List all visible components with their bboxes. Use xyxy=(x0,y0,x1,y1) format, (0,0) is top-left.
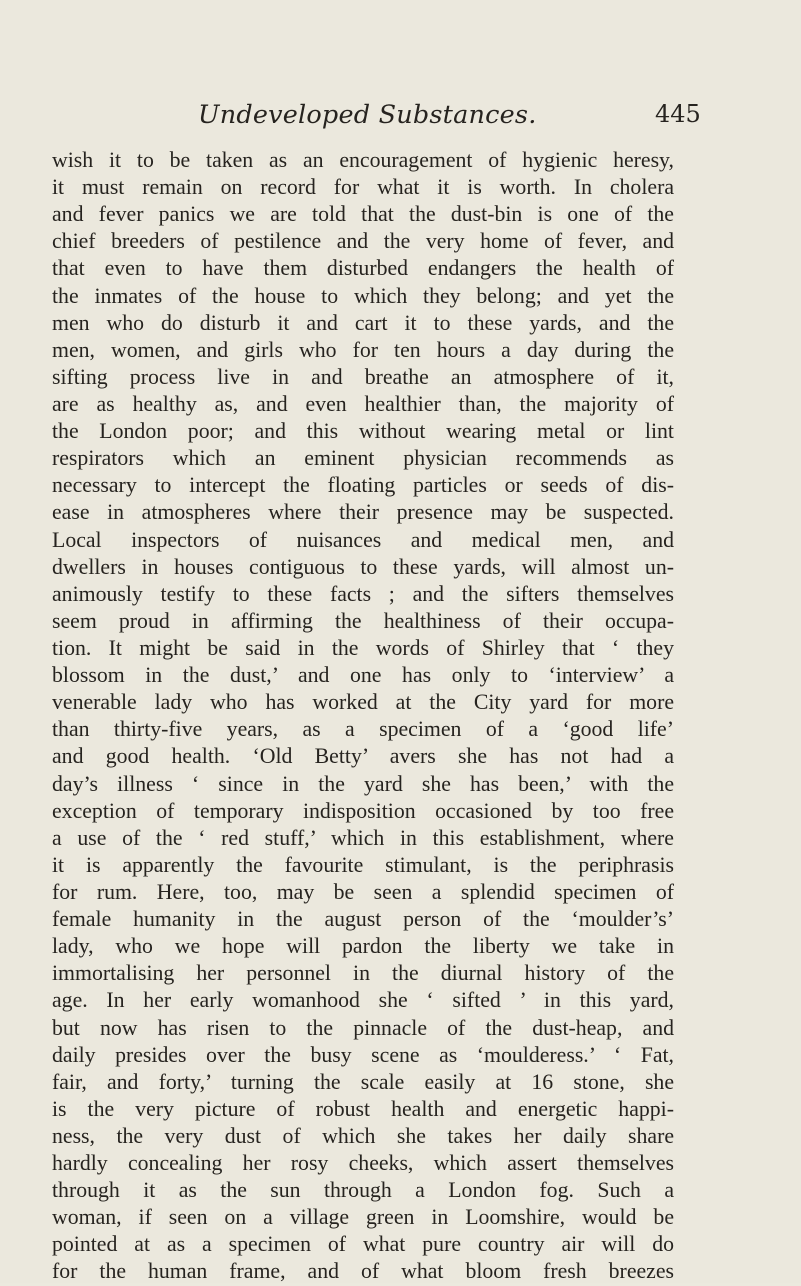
text-line: Local inspectors of nuisances and medical men, and xyxy=(52,527,674,552)
text-line: chief breeders of pestilence and the very home of fever, and xyxy=(52,229,674,254)
text-line: men, women, and girls who for ten hours a day during the xyxy=(52,337,674,362)
running-title: Undeveloped Substances. xyxy=(198,100,537,130)
text-line: female humanity in the august person of the ‘moulder’s’ xyxy=(52,907,674,932)
text-line: exception of temporary indisposition occasioned by too free xyxy=(52,798,674,823)
running-head xyxy=(0,100,801,140)
text-line: venerable lady who has worked at the City yard for more xyxy=(52,690,674,715)
text-line: than thirty-five years, as a specimen of a ‘good life’ xyxy=(52,717,674,742)
text-line: ease in atmospheres where their presence may be suspected. xyxy=(52,500,674,525)
text-line: blossom in the dust,’ and one has only to ‘interview’ a xyxy=(52,663,674,688)
text-line: the inmates of the house to which they belong; and yet the xyxy=(52,283,674,308)
text-line: it is apparently the favourite stimulant, is the periphrasis xyxy=(52,852,674,877)
text-line: and fever panics we are told that the dust-bin is one of the xyxy=(52,202,674,227)
text-line: the London poor; and this without wearing metal or lint xyxy=(52,419,674,444)
text-line: are as healthy as, and even healthier than, the majority of xyxy=(52,391,674,416)
text-line: fair, and forty,’ turning the scale easily at 16 stone, she xyxy=(52,1069,674,1094)
text-line: tion. It might be said in the words of Shirley that ‘ they xyxy=(52,635,674,660)
text-line: a use of the ‘ red stuff,’ which in this establishment, where xyxy=(52,825,674,850)
text-line: is the very picture of robust health and energetic happi- xyxy=(52,1096,674,1121)
text-line: day’s illness ‘ since in the yard she has been,’ with the xyxy=(52,771,674,796)
text-line: woman, if seen on a village green in Loomshire, would be xyxy=(52,1205,674,1230)
text-line: respirators which an eminent physician recommends as xyxy=(52,446,674,471)
text-line: seem proud in affirming the healthiness of their occupa- xyxy=(52,608,674,633)
text-line: ness, the very dust of which she takes her daily share xyxy=(52,1123,674,1148)
text-line: age. In her early womanhood she ‘ sifted ’ in this yard, xyxy=(52,988,674,1013)
text-line: pointed at as a specimen of what pure country air will do xyxy=(52,1232,674,1257)
text-line: through it as the sun through a London fog. Such a xyxy=(52,1178,674,1203)
text-line: daily presides over the busy scene as ‘moulderess.’ ‘ Fat, xyxy=(52,1042,674,1067)
text-line: necessary to intercept the floating particles or seeds of dis- xyxy=(52,473,674,498)
text-line: for the human frame, and of what bloom fresh breezes xyxy=(52,1259,674,1284)
text-line: for rum. Here, too, may be seen a splendid specimen of xyxy=(52,879,674,904)
text-line: lady, who we hope will pardon the liberty we take in xyxy=(52,934,674,959)
body-text xyxy=(52,147,674,1286)
text-line: but now has risen to the pinnacle of the dust-heap, and xyxy=(52,1015,674,1040)
page-number: 445 xyxy=(655,100,701,128)
text-line: wish it to be taken as an encouragement of hygienic heresy, xyxy=(52,148,674,172)
text-line: immortalising her personnel in the diurnal history of the xyxy=(52,961,674,986)
text-line: sifting process live in and breathe an atmosphere of it, xyxy=(52,364,674,389)
text-line: and good health. ‘Old Betty’ avers she has not had a xyxy=(52,744,674,769)
text-line: animously testify to these facts ; and the sifters themselves xyxy=(52,581,674,606)
text-line: that even to have them disturbed endangers the health of xyxy=(52,256,674,281)
text-line: men who do disturb it and cart it to these yards, and the xyxy=(52,310,674,335)
text-line: dwellers in houses contiguous to these yards, will almost un- xyxy=(52,554,674,579)
text-line: it must remain on record for what it is worth. In cholera xyxy=(52,175,674,200)
text-line: hardly concealing her rosy cheeks, which assert themselves xyxy=(52,1151,674,1176)
